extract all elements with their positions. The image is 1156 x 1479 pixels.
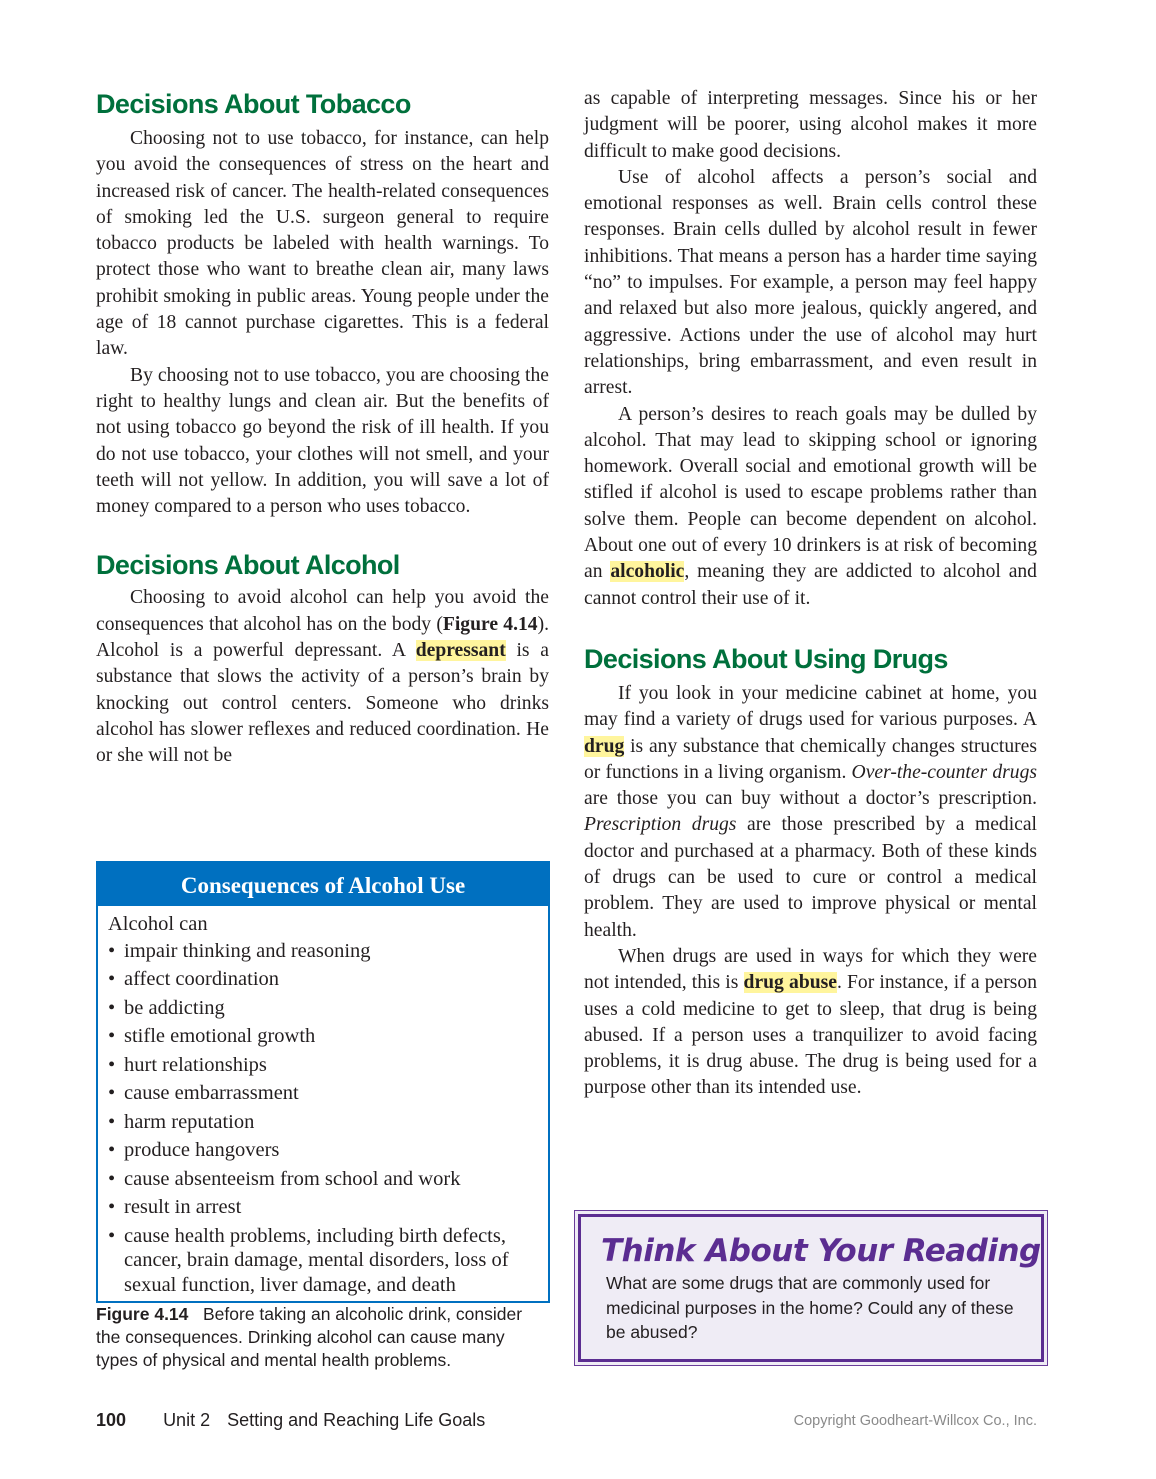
list-item: • produce hangovers xyxy=(108,1138,548,1163)
list-item: • be addicting xyxy=(108,996,548,1021)
text: are those prescribed by a medical doctor and purchased at a pharmacy. Both of these kinds of drugs can be used to cure or control a medical problem. They are used to improve physical or mental health. xyxy=(584,814,1037,941)
list-item: • result in arrest xyxy=(108,1195,548,1220)
think-question: What are some drugs that are commonly used for medicinal purposes in the home? Could any of these be abused? xyxy=(606,1273,1014,1342)
think-about-your-reading-box xyxy=(574,1210,1048,1366)
key-term: drug abuse xyxy=(743,972,837,994)
text: is a substance that slows the activity of a person’s brain by knocking out control centers. Someone who drinks alcohol has slower reflexes and reduced coordination. He or she will not be xyxy=(96,640,549,767)
paragraph xyxy=(584,681,1037,944)
think-box-inner xyxy=(578,1214,1044,1362)
paragraph: By choosing not to use tobacco, you are choosing the right to healthy lungs and clean air. But the benefits of not using tobacco go beyond the risk of ill health. If you do not use tobacco, your clothes will not smell, and your teeth will not yellow. In addition, you will save a lot of money compared to a person who uses tobacco. xyxy=(96,364,549,518)
figure-title: Consequences of Alcohol Use xyxy=(98,863,548,906)
list-item: • impair thinking and reasoning xyxy=(108,939,548,964)
unit-title: Setting and Reaching Life Goals xyxy=(227,1410,486,1430)
figure-box xyxy=(96,861,550,1303)
list-item: • hurt relationships xyxy=(108,1053,548,1078)
paragraph: Use of alcohol affects a person’s social and emotional responses as well. Brain cells control these responses. Brain cells dulled by alcohol result in fewer inhibitions. That means a person has a harder time saying “no” to impulses. For example, a person may feel happy and relaxed but also more jealous, quickly angered, and aggressive. Actions under the use of alcohol may hurt relationships, bring embarrassment, and even result in arrest. xyxy=(584,166,1037,399)
text: When drugs are used in ways for which they were not intended, this is xyxy=(584,945,1037,994)
text: is any substance that chemically changes structures or functions in a living organism. xyxy=(584,735,1037,783)
caption-label: Figure 4.14 xyxy=(96,1304,189,1324)
key-term: depressant xyxy=(415,640,506,662)
text: ). Alcohol is a powerful depressant. A xyxy=(96,613,549,662)
list-item: • stifle emotional growth xyxy=(108,1024,548,1049)
key-term: alcoholic xyxy=(610,561,685,583)
paragraph: Choosing not to use tobacco, for instance, can help you avoid the consequences of stress on the heart and increased risk of cancer. The health-related consequences of smoking led the U.S. surgeon general to require tobacco products be labeled with health warnings. To protect those who want to breathe clean air, many laws prohibit smoking in public areas. Young people under the age of 18 cannot purchase cigarettes. This is a federal law. xyxy=(96,128,549,360)
consequence-list xyxy=(98,906,548,1297)
italic-term: Prescription drugs xyxy=(584,814,737,836)
list-item: • cause health problems, including birth defects, cancer, brain damage, mental disorders, loss of sexual function, liver damage, and death xyxy=(108,1224,548,1298)
text: , meaning they are addicted to alcohol and cannot control their use of it. xyxy=(584,561,1037,609)
list-item: • cause embarrassment xyxy=(108,1081,548,1106)
paragraph xyxy=(584,944,1037,1102)
list-item: • affect coordination xyxy=(108,967,548,992)
text: A person’s desires to reach goals may be dulled by alcohol. That may lead to skipping school or ignoring homework. Overall social and emotional growth will be stifled if alcohol is used to escape problems rather than solve them. People can become dependent on alcohol. About one out of every 10 drinkers is at risk of becoming an xyxy=(584,403,1037,583)
figure-caption xyxy=(96,1303,551,1372)
unit-label: Unit 2 xyxy=(163,1410,211,1430)
list-item: • harm reputation xyxy=(108,1110,548,1135)
heading-tobacco: Decisions About Tobacco xyxy=(96,89,411,119)
figure-reference: Figure 4.14 xyxy=(442,613,538,635)
think-title: Think About Your Reading xyxy=(601,1233,1041,1269)
page-number: 100 xyxy=(96,1410,127,1430)
paragraph xyxy=(96,585,549,769)
text: Choosing to avoid alcohol can help you avoid the consequences that alcohol has on the body ( xyxy=(96,587,549,635)
list-item: • cause absenteeism from school and work xyxy=(108,1167,548,1192)
left-column xyxy=(96,87,549,770)
key-term: drug xyxy=(584,735,625,757)
caption-text: Before taking an alcoholic drink, consider the consequences. Drinking alcohol can cause many types of physical and mental health problems. xyxy=(96,1304,523,1370)
paragraph xyxy=(584,402,1037,612)
list-intro: Alcohol can xyxy=(108,913,208,935)
heading-drugs: Decisions About Using Drugs xyxy=(584,643,948,674)
paragraph: as capable of interpreting messages. Since his or her judgment will be poorer, using alcohol makes it more difficult to make good decisions. xyxy=(584,88,1037,162)
heading-alcohol: Decisions About Alcohol xyxy=(96,550,400,581)
text: are those you can buy without a doctor’s prescription. xyxy=(584,788,1037,810)
text: . For instance, if a person uses a cold medicine to get to sleep, that drug is being abused. If a person uses a tranquilizer to avoid facing problems, it is drug abuse. The drug is being used for a purpose other than its intended use. xyxy=(584,972,1037,1099)
footer-left xyxy=(96,1410,485,1431)
right-column xyxy=(584,86,1037,1102)
copyright: Copyright Goodheart-Willcox Co., Inc. xyxy=(793,1413,1037,1429)
italic-term: Over-the-counter drugs xyxy=(851,761,1037,783)
text: If you look in your medicine cabinet at home, you may find a variety of drugs used for various purposes. A xyxy=(584,682,1037,731)
